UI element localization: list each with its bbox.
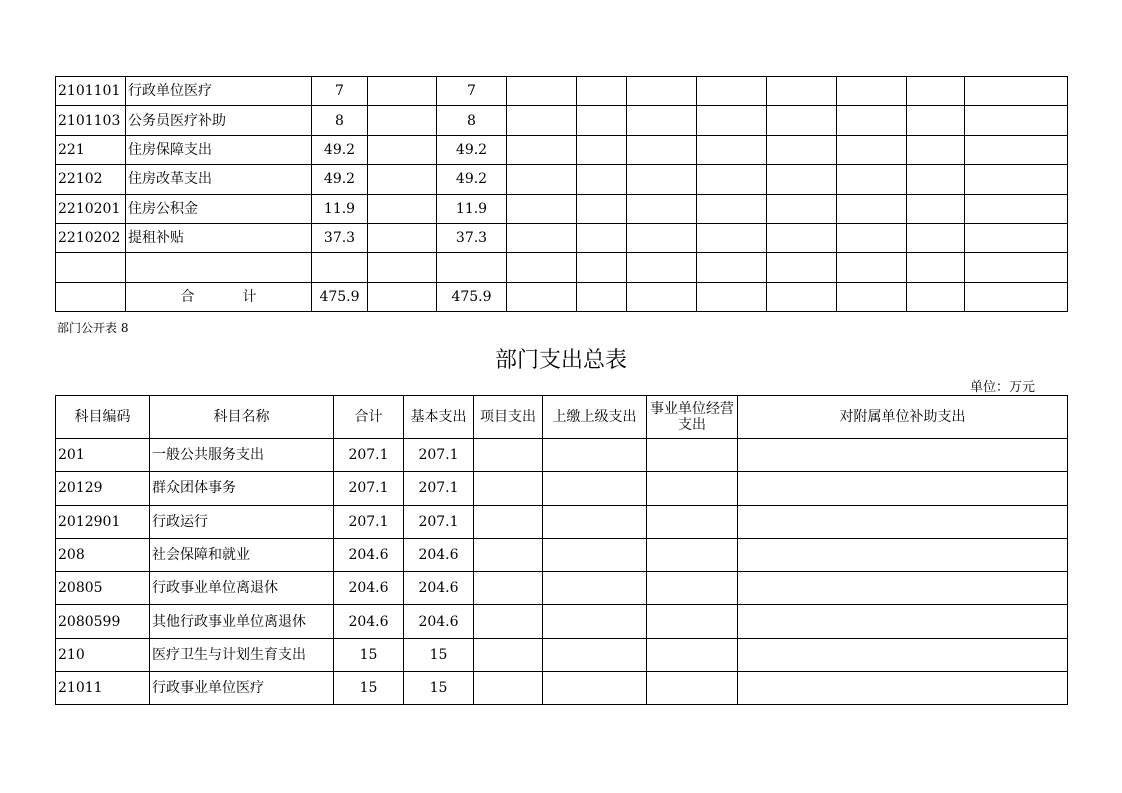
total-label-part: 计 (242, 288, 257, 305)
table-cell (368, 106, 437, 135)
table-cell (907, 77, 965, 106)
table-cell: 204.6 (334, 538, 404, 571)
table-cell: 2012901 (56, 505, 150, 538)
table-cell (507, 77, 577, 106)
table-cell: 49.2 (312, 165, 368, 194)
table-cell (837, 194, 907, 223)
table-cell: 204.6 (404, 538, 474, 571)
table-row (56, 106, 1068, 135)
table-cell (738, 605, 1068, 638)
table-cell: 2210201 (56, 194, 126, 223)
table-cell (474, 638, 543, 671)
table-cell (767, 77, 837, 106)
table-cell (474, 538, 543, 571)
table-cell: 8 (312, 106, 368, 135)
table-row (56, 505, 1068, 538)
table-cell: 15 (334, 638, 404, 671)
table-cell (738, 638, 1068, 671)
table-cell: 207.1 (404, 472, 474, 505)
table-cell (577, 77, 627, 106)
table-cell (907, 165, 965, 194)
table-cell: 行政单位医疗 (126, 77, 312, 106)
table-cell: 11.9 (312, 194, 368, 223)
form-number: 部门公开表 8 (57, 321, 129, 335)
table-cell (507, 165, 577, 194)
table-cell: 11.9 (437, 194, 507, 223)
table-row (56, 638, 1068, 671)
table-cell (767, 194, 837, 223)
table-cell (507, 194, 577, 223)
table-cell (738, 538, 1068, 571)
table-cell (767, 253, 837, 282)
total-cell (507, 282, 577, 311)
table-cell (697, 135, 767, 164)
table-cell: 2101103 (56, 106, 126, 135)
total-cell (627, 282, 697, 311)
table-cell (543, 672, 647, 705)
header-subject-name: 科目名称 (150, 396, 334, 439)
table-cell: 204.6 (334, 605, 404, 638)
table-cell: 37.3 (312, 223, 368, 252)
table-cell (907, 194, 965, 223)
table-cell (647, 605, 738, 638)
table-cell: 22102 (56, 165, 126, 194)
table-cell: 住房公积金 (126, 194, 312, 223)
table-cell (965, 194, 1068, 223)
table-cell (543, 638, 647, 671)
table-cell (368, 223, 437, 252)
table-cell: 15 (404, 672, 474, 705)
table-cell: 群众团体事务 (150, 472, 334, 505)
table-cell (627, 223, 697, 252)
table-cell: 20129 (56, 472, 150, 505)
table-cell (627, 135, 697, 164)
table-row (56, 223, 1068, 252)
table-cell (507, 223, 577, 252)
table-cell (907, 135, 965, 164)
table-cell (543, 538, 647, 571)
table-row (56, 672, 1068, 705)
table-cell (647, 638, 738, 671)
table-cell: 8 (437, 106, 507, 135)
table-cell: 37.3 (437, 223, 507, 252)
table-cell: 其他行政事业单位离退休 (150, 605, 334, 638)
table-cell (965, 106, 1068, 135)
table-cell (577, 135, 627, 164)
table-cell: 7 (312, 77, 368, 106)
table-cell (837, 77, 907, 106)
table-cell (474, 672, 543, 705)
top-expenditure-table (55, 76, 1068, 312)
table-cell: 207.1 (404, 505, 474, 538)
table-cell: 住房改革支出 (126, 165, 312, 194)
table-row (56, 77, 1068, 106)
table-cell: 20805 (56, 572, 150, 605)
table-cell (577, 223, 627, 252)
table-cell (474, 472, 543, 505)
table-cell (907, 223, 965, 252)
header-remit-superior: 上缴上级支出 (543, 396, 647, 439)
table-cell: 207.1 (334, 439, 404, 472)
table-cell (474, 505, 543, 538)
table-cell (312, 253, 368, 282)
table-cell: 204.6 (334, 572, 404, 605)
table-cell (647, 572, 738, 605)
table-cell (368, 253, 437, 282)
table-cell: 行政事业单位离退休 (150, 572, 334, 605)
table-cell (697, 223, 767, 252)
table-cell (56, 253, 126, 282)
table-row (56, 605, 1068, 638)
table-cell: 21011 (56, 672, 150, 705)
table-cell: 医疗卫生与计划生育支出 (150, 638, 334, 671)
header-subsidiary-subsidy: 对附属单位补助支出 (738, 396, 1068, 439)
table-cell (697, 106, 767, 135)
table-cell: 2080599 (56, 605, 150, 638)
total-cell (697, 282, 767, 311)
table-cell (126, 253, 312, 282)
table-cell: 行政事业单位医疗 (150, 672, 334, 705)
table-cell (627, 106, 697, 135)
table-cell: 204.6 (404, 605, 474, 638)
table-cell (507, 253, 577, 282)
table-cell: 49.2 (437, 165, 507, 194)
table-cell: 207.1 (334, 505, 404, 538)
table-row (56, 439, 1068, 472)
table-cell: 49.2 (312, 135, 368, 164)
table-cell (507, 106, 577, 135)
total-label-part: 合 (180, 288, 195, 305)
table-cell (543, 505, 647, 538)
total-cell (577, 282, 627, 311)
table-cell (627, 194, 697, 223)
header-basic-expenditure: 基本支出 (404, 396, 474, 439)
table-cell: 49.2 (437, 135, 507, 164)
table-cell (738, 439, 1068, 472)
table-cell (965, 135, 1068, 164)
table-cell (647, 505, 738, 538)
page-title: 部门支出总表 (494, 348, 627, 373)
table-cell: 15 (404, 638, 474, 671)
table-cell: 208 (56, 538, 150, 571)
table-cell (577, 165, 627, 194)
table-row (56, 472, 1068, 505)
table-cell (697, 253, 767, 282)
table-cell (56, 282, 126, 311)
table-cell (368, 165, 437, 194)
table-cell (697, 194, 767, 223)
table-row (56, 135, 1068, 164)
table-cell (697, 77, 767, 106)
total-cell (368, 282, 437, 311)
table-header-row (56, 396, 1068, 439)
table-row (56, 572, 1068, 605)
table-cell (543, 605, 647, 638)
table-cell: 住房保障支出 (126, 135, 312, 164)
table-cell (474, 439, 543, 472)
table-cell (627, 165, 697, 194)
table-cell: 201 (56, 439, 150, 472)
total-cell (907, 282, 965, 311)
table-cell (368, 194, 437, 223)
table-cell (368, 77, 437, 106)
header-project-expenditure: 项目支出 (474, 396, 543, 439)
table-cell (738, 572, 1068, 605)
total-cell (767, 282, 837, 311)
table-cell (767, 223, 837, 252)
table-cell (647, 472, 738, 505)
table-cell (837, 165, 907, 194)
table-cell (647, 672, 738, 705)
table-cell: 2210202 (56, 223, 126, 252)
total-cell: 475.9 (312, 282, 368, 311)
table-cell (965, 223, 1068, 252)
table-cell: 207.1 (334, 472, 404, 505)
table-cell: 221 (56, 135, 126, 164)
table-cell: 提租补贴 (126, 223, 312, 252)
header-total: 合计 (334, 396, 404, 439)
table-cell (697, 165, 767, 194)
total-cell: 475.9 (437, 282, 507, 311)
table-cell: 204.6 (404, 572, 474, 605)
table-cell (627, 77, 697, 106)
table-cell (577, 194, 627, 223)
table-cell: 7 (437, 77, 507, 106)
total-cell (965, 282, 1068, 311)
table-cell (437, 253, 507, 282)
table-cell (474, 605, 543, 638)
table-cell (767, 106, 837, 135)
total-label (126, 282, 312, 311)
table-cell (837, 253, 907, 282)
table-cell (507, 135, 577, 164)
table-cell (577, 253, 627, 282)
table-cell (767, 165, 837, 194)
table-row (56, 194, 1068, 223)
table-cell (738, 472, 1068, 505)
table-cell: 207.1 (404, 439, 474, 472)
table-cell (627, 253, 697, 282)
total-cell (837, 282, 907, 311)
table-cell (543, 472, 647, 505)
header-subject-code: 科目编码 (56, 396, 150, 439)
table-cell (738, 505, 1068, 538)
table-cell: 15 (334, 672, 404, 705)
table-cell (738, 672, 1068, 705)
table-cell (368, 135, 437, 164)
table-cell (907, 253, 965, 282)
table-cell (965, 253, 1068, 282)
table-cell (965, 165, 1068, 194)
table-cell (907, 106, 965, 135)
table-row (56, 165, 1068, 194)
table-cell (647, 439, 738, 472)
department-expenditure-summary-table (55, 395, 1068, 705)
table-row (56, 538, 1068, 571)
table-cell: 行政运行 (150, 505, 334, 538)
table-cell (647, 538, 738, 571)
table-cell (543, 572, 647, 605)
table-cell: 2101101 (56, 77, 126, 106)
table-cell (837, 106, 907, 135)
table-cell: 社会保障和就业 (150, 538, 334, 571)
table-cell (474, 572, 543, 605)
table-cell: 210 (56, 638, 150, 671)
header-business-operation: 事业单位经营支出 (647, 396, 738, 439)
table-row (56, 253, 1068, 282)
table-cell (837, 223, 907, 252)
table-cell: 一般公共服务支出 (150, 439, 334, 472)
table-cell (767, 135, 837, 164)
total-row (56, 282, 1068, 311)
unit-label: 单位：万元 (970, 380, 1036, 395)
table-cell (577, 106, 627, 135)
table-cell (965, 77, 1068, 106)
table-cell (837, 135, 907, 164)
table-cell: 公务员医疗补助 (126, 106, 312, 135)
table-cell (543, 439, 647, 472)
